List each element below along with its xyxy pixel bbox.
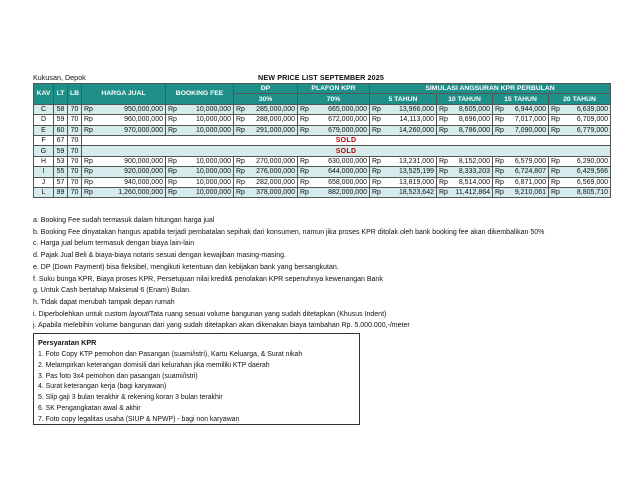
cell-5-tahun xyxy=(370,115,437,125)
amount-value: 8,696,000 xyxy=(458,116,490,124)
currency-label: Rp xyxy=(168,105,177,113)
currency-label: Rp xyxy=(300,116,309,124)
cell-lb: 70 xyxy=(68,125,82,135)
amount-value: 291,000,000 xyxy=(256,126,295,134)
cell-kav: H xyxy=(34,156,54,166)
amount-value: 6,429,566 xyxy=(576,168,609,176)
cell-plafon xyxy=(298,187,370,197)
amount-value: 10,000,000 xyxy=(195,105,231,113)
cell-lt: 59 xyxy=(54,115,68,125)
amount-value: 6,724,807 xyxy=(514,168,546,176)
cell-booking-fee xyxy=(166,156,234,166)
amount-value: 6,579,000 xyxy=(514,157,546,165)
location-label: Kukusan, Depok xyxy=(33,73,86,82)
amount-value: 8,514,000 xyxy=(458,178,490,186)
currency-label: Rp xyxy=(236,178,245,186)
cell-10-tahun xyxy=(437,104,493,114)
amount-value: 10,000,000 xyxy=(195,168,231,176)
requirement-item: 4. Surat keterangan kerja (bagi karyawan) xyxy=(38,383,167,391)
cell-kav: E xyxy=(34,125,54,135)
table-row xyxy=(34,115,611,125)
cell-harga-jual xyxy=(82,156,166,166)
amount-value: 665,000,000 xyxy=(328,105,367,113)
currency-label: Rp xyxy=(495,189,504,197)
amount-value: 10,000,000 xyxy=(195,178,231,186)
currency-label: Rp xyxy=(439,126,448,134)
note-item: g. Untuk Cash bertahap Maksimal 6 (Enam) Bulan. xyxy=(33,287,191,295)
currency-label: Rp xyxy=(495,157,504,165)
col-lt: LT xyxy=(54,84,68,105)
amount-value: 10,000,000 xyxy=(195,126,231,134)
note-item: a. Booking Fee sudah termasuk dalam hitungan harga jual xyxy=(33,217,215,224)
cell-lb: 70 xyxy=(68,135,82,145)
amount-value: 7,090,000 xyxy=(514,126,546,134)
cell-lb: 70 xyxy=(68,156,82,166)
amount-value: 970,000,000 xyxy=(124,126,163,134)
cell-lt: 58 xyxy=(54,104,68,114)
amount-value: 920,000,000 xyxy=(124,168,163,176)
currency-label: Rp xyxy=(439,157,448,165)
cell-plafon xyxy=(298,115,370,125)
cell-booking-fee xyxy=(166,187,234,197)
currency-label: Rp xyxy=(168,116,177,124)
cell-10-tahun xyxy=(437,187,493,197)
requirements-list xyxy=(38,350,302,426)
amount-value: 8,152,000 xyxy=(458,157,490,165)
currency-label: Rp xyxy=(236,105,245,113)
currency-label: Rp xyxy=(372,157,381,165)
cell-20-tahun xyxy=(549,104,611,114)
cell-20-tahun xyxy=(549,177,611,187)
amount-value: 8,333,203 xyxy=(458,168,490,176)
cell-dp xyxy=(234,167,298,177)
currency-label: Rp xyxy=(551,178,560,186)
currency-label: Rp xyxy=(84,168,93,176)
cell-dp xyxy=(234,187,298,197)
amount-value: 8,805,710 xyxy=(576,189,609,197)
col-simulasi: SIMULASI ANGSURAN KPR PERBULAN xyxy=(370,84,611,94)
cell-lb: 70 xyxy=(68,187,82,197)
cell-plafon xyxy=(298,156,370,166)
requirement-item: 2. Melampirkan keterangan domisili dari kelurahan jika memiliki KTP daerah xyxy=(38,361,270,369)
currency-label: Rp xyxy=(495,126,504,134)
requirements-title: Persyaratan KPR xyxy=(38,338,97,347)
currency-label: Rp xyxy=(372,178,381,186)
amount-value: 900,000,000 xyxy=(124,157,163,165)
currency-label: Rp xyxy=(300,126,309,134)
col-15-tahun: 15 TAHUN xyxy=(493,94,549,104)
cell-lb: 70 xyxy=(68,104,82,114)
header-line xyxy=(33,72,609,83)
currency-label: Rp xyxy=(168,178,177,186)
currency-label: Rp xyxy=(300,157,309,165)
cell-15-tahun xyxy=(493,177,549,187)
amount-value: 285,000,000 xyxy=(256,105,295,113)
col-harga-jual: HARGA JUAL xyxy=(82,84,166,105)
note-item: i. Diperbolehkan untuk custom layout/Tata ruang sesuai volume bangunan yang sudah ditetapkan (Khusus Indent) xyxy=(33,310,387,318)
cell-20-tahun xyxy=(549,167,611,177)
currency-label: Rp xyxy=(439,178,448,186)
col-kav: KAV xyxy=(34,84,54,105)
cell-kav: F xyxy=(34,135,54,145)
currency-label: Rp xyxy=(551,105,560,113)
cell-15-tahun xyxy=(493,156,549,166)
currency-label: Rp xyxy=(84,189,93,197)
amount-value: 644,000,000 xyxy=(328,168,367,176)
col-5-tahun: 5 TAHUN xyxy=(370,94,437,104)
currency-label: Rp xyxy=(300,168,309,176)
notes-list xyxy=(33,215,623,332)
cell-dp xyxy=(234,104,298,114)
currency-label: Rp xyxy=(300,105,309,113)
amount-value: 1,260,000,000 xyxy=(118,189,163,197)
cell-10-tahun xyxy=(437,125,493,135)
amount-value: 18,523,642 xyxy=(398,189,434,197)
cell-15-tahun xyxy=(493,115,549,125)
cell-10-tahun xyxy=(437,156,493,166)
cell-harga-jual xyxy=(82,177,166,187)
cell-dp xyxy=(234,115,298,125)
currency-label: Rp xyxy=(439,116,448,124)
currency-label: Rp xyxy=(372,116,381,124)
table-row xyxy=(34,104,611,114)
amount-value: 14,113,000 xyxy=(399,116,434,124)
currency-label: Rp xyxy=(236,189,245,197)
amount-value: 14,260,000 xyxy=(398,126,434,134)
currency-label: Rp xyxy=(372,168,381,176)
amount-value: 288,000,000 xyxy=(256,116,295,124)
currency-label: Rp xyxy=(439,105,448,113)
amount-value: 378,000,000 xyxy=(256,189,295,197)
col-dp: DP xyxy=(234,84,298,94)
cell-5-tahun xyxy=(370,167,437,177)
cell-5-tahun xyxy=(370,187,437,197)
cell-booking-fee xyxy=(166,104,234,114)
cell-plafon xyxy=(298,167,370,177)
amount-value: 10,000,000 xyxy=(195,189,231,197)
currency-label: Rp xyxy=(439,189,448,197)
amount-value: 270,000,000 xyxy=(256,157,295,165)
note-item: j. Apabila melebihin volume bangunan dari yang sudah ditetapkan akan dikenakan biaya tambahan Rp. 5.000.000,-/meter xyxy=(33,322,410,330)
amount-value: 9,210,061 xyxy=(514,189,546,197)
cell-10-tahun xyxy=(437,177,493,187)
requirement-item: 5. Slip gaji 3 bulan terakhir & rekening koran 3 bulan terakhir xyxy=(38,394,223,402)
cell-dp xyxy=(234,125,298,135)
cell-plafon xyxy=(298,125,370,135)
currency-label: Rp xyxy=(551,116,560,124)
currency-label: Rp xyxy=(495,168,504,176)
currency-label: Rp xyxy=(551,157,560,165)
cell-15-tahun xyxy=(493,187,549,197)
cell-sold: SOLD xyxy=(82,146,611,156)
currency-label: Rp xyxy=(168,157,177,165)
cell-harga-jual xyxy=(82,125,166,135)
amount-value: 10,000,000 xyxy=(195,157,231,165)
currency-label: Rp xyxy=(372,189,381,197)
cell-10-tahun xyxy=(437,115,493,125)
price-table xyxy=(33,83,611,198)
cell-15-tahun xyxy=(493,104,549,114)
currency-label: Rp xyxy=(236,157,245,165)
cell-10-tahun xyxy=(437,167,493,177)
col-plafon-pct: 70% xyxy=(298,94,370,104)
cell-dp xyxy=(234,156,298,166)
kpr-requirements-box xyxy=(33,333,360,425)
table-row xyxy=(34,125,611,135)
note-item: d. Pajak Jual Beli & biaya-biaya notaris sesuai dengan kewajiban masing-masing. xyxy=(33,252,286,260)
cell-kav: C xyxy=(34,104,54,114)
amount-value: 658,000,000 xyxy=(328,178,367,186)
amount-value: 11,412,864 xyxy=(455,189,490,197)
note-item: h. Tidak dapat merubah tampak depan rumah xyxy=(33,298,175,306)
cell-15-tahun xyxy=(493,125,549,135)
amount-value: 13,819,000 xyxy=(398,178,434,186)
amount-value: 7,017,000 xyxy=(514,116,546,124)
amount-value: 6,871,000 xyxy=(514,178,546,186)
currency-label: Rp xyxy=(495,105,504,113)
currency-label: Rp xyxy=(551,168,560,176)
cell-lb: 70 xyxy=(68,177,82,187)
amount-value: 6,944,000 xyxy=(514,105,546,113)
requirement-item: 6. SK Pengangkatan awal & akhir xyxy=(38,404,141,412)
amount-value: 13,231,000 xyxy=(398,157,434,165)
cell-20-tahun xyxy=(549,125,611,135)
currency-label: Rp xyxy=(300,178,309,186)
cell-20-tahun xyxy=(549,115,611,125)
requirement-item: 3. Pas foto 3x4 pemohon dan pasangan (suami/istri) xyxy=(38,372,198,380)
table-row xyxy=(34,167,611,177)
cell-5-tahun xyxy=(370,125,437,135)
col-10-tahun: 10 TAHUN xyxy=(437,94,493,104)
currency-label: Rp xyxy=(236,168,245,176)
currency-label: Rp xyxy=(236,126,245,134)
cell-dp xyxy=(234,177,298,187)
cell-lt: 60 xyxy=(54,125,68,135)
cell-lt: 53 xyxy=(54,156,68,166)
currency-label: Rp xyxy=(84,157,93,165)
cell-harga-jual xyxy=(82,167,166,177)
amount-value: 8,605,000 xyxy=(458,105,490,113)
currency-label: Rp xyxy=(84,116,93,124)
table-row xyxy=(34,135,611,145)
note-item: f. Suku bunga KPR, Biaya proses KPR, Persetujuan nilai kredit& penolakan KPR sepenuhnya kewenangan Bank xyxy=(33,275,383,283)
currency-label: Rp xyxy=(168,168,177,176)
cell-plafon xyxy=(298,177,370,187)
cell-lt: 57 xyxy=(54,177,68,187)
note-item: c. Harga jual belum termasuk dengan biaya lain-lain xyxy=(33,240,195,248)
cell-kav: L xyxy=(34,187,54,197)
price-list-title: NEW PRICE LIST SEPTEMBER 2025 xyxy=(258,73,384,82)
cell-lt: 89 xyxy=(54,187,68,197)
currency-label: Rp xyxy=(84,126,93,134)
amount-value: 8,786,000 xyxy=(458,126,490,134)
cell-kav: I xyxy=(34,167,54,177)
col-plafon: PLAFON KPR xyxy=(298,84,370,94)
cell-kav: J xyxy=(34,177,54,187)
amount-value: 6,709,000 xyxy=(576,116,609,124)
cell-sold: SOLD xyxy=(82,135,611,145)
amount-value: 882,000,000 xyxy=(328,189,367,197)
currency-label: Rp xyxy=(168,126,177,134)
cell-lt: 59 xyxy=(54,146,68,156)
amount-value: 672,000,000 xyxy=(328,116,367,124)
cell-15-tahun xyxy=(493,167,549,177)
currency-label: Rp xyxy=(439,168,448,176)
col-dp-pct: 30% xyxy=(234,94,298,104)
cell-5-tahun xyxy=(370,104,437,114)
amount-value: 630,000,000 xyxy=(328,157,367,165)
table-row xyxy=(34,187,611,197)
amount-value: 6,779,000 xyxy=(576,126,609,134)
amount-value: 950,000,000 xyxy=(124,105,163,113)
cell-kav: G xyxy=(34,146,54,156)
cell-harga-jual xyxy=(82,104,166,114)
cell-booking-fee xyxy=(166,167,234,177)
amount-value: 276,000,000 xyxy=(256,168,295,176)
currency-label: Rp xyxy=(372,126,381,134)
cell-20-tahun xyxy=(549,156,611,166)
cell-20-tahun xyxy=(549,187,611,197)
currency-label: Rp xyxy=(300,189,309,197)
cell-lt: 55 xyxy=(54,167,68,177)
cell-5-tahun xyxy=(370,156,437,166)
cell-harga-jual xyxy=(82,115,166,125)
amount-value: 960,000,000 xyxy=(124,116,163,124)
cell-harga-jual xyxy=(82,187,166,197)
amount-value: 10,000,000 xyxy=(195,116,231,124)
currency-label: Rp xyxy=(372,105,381,113)
note-item: e. DP (Down Payment) bisa fleksibel, mengikuti ketentuan dan kebijakan bank yang bersangkutan. xyxy=(33,263,339,271)
currency-label: Rp xyxy=(495,178,504,186)
amount-value: 6,290,000 xyxy=(576,157,609,165)
col-lb: LB xyxy=(68,84,82,105)
amount-value: 282,000,000 xyxy=(256,178,295,186)
amount-value: 6,639,000 xyxy=(576,105,609,113)
currency-label: Rp xyxy=(84,178,93,186)
cell-lt: 67 xyxy=(54,135,68,145)
cell-lb: 70 xyxy=(68,146,82,156)
cell-booking-fee xyxy=(166,125,234,135)
cell-5-tahun xyxy=(370,177,437,187)
note-item: b. Booking Fee dinyatakan hangus apabila terjadi pembatalan sepihak dari konsumen, namun jika proses KPR ditolak oleh bank booking fee akan dikembalikan 50% xyxy=(33,228,545,236)
currency-label: Rp xyxy=(236,116,245,124)
amount-value: 13,966,000 xyxy=(398,105,434,113)
currency-label: Rp xyxy=(84,105,93,113)
cell-plafon xyxy=(298,104,370,114)
cell-kav: D xyxy=(34,115,54,125)
cell-lb: 70 xyxy=(68,167,82,177)
table-row xyxy=(34,156,611,166)
currency-label: Rp xyxy=(551,189,560,197)
cell-lb: 70 xyxy=(68,115,82,125)
col-booking-fee: BOOKING FEE xyxy=(166,84,234,105)
cell-booking-fee xyxy=(166,177,234,187)
currency-label: Rp xyxy=(495,116,504,124)
amount-value: 679,000,000 xyxy=(328,126,367,134)
currency-label: Rp xyxy=(168,189,177,197)
col-20-tahun: 20 TAHUN xyxy=(549,94,611,104)
currency-label: Rp xyxy=(551,126,560,134)
cell-booking-fee xyxy=(166,115,234,125)
requirement-item: 1. Foto Copy KTP pemohon dan Pasangan (suami/istri), Kartu Keluarga, & Surat nikah xyxy=(38,351,303,358)
requirement-item: 7. Foto copy legalitas usaha (SIUP & NPWP) - bagi non karyawan xyxy=(38,415,240,423)
price-table-body xyxy=(34,104,611,198)
amount-value: 6,569,000 xyxy=(576,178,609,186)
table-row xyxy=(34,146,611,156)
table-row xyxy=(34,177,611,187)
amount-value: 940,000,000 xyxy=(124,178,163,186)
amount-value: 13,525,199 xyxy=(398,168,434,176)
